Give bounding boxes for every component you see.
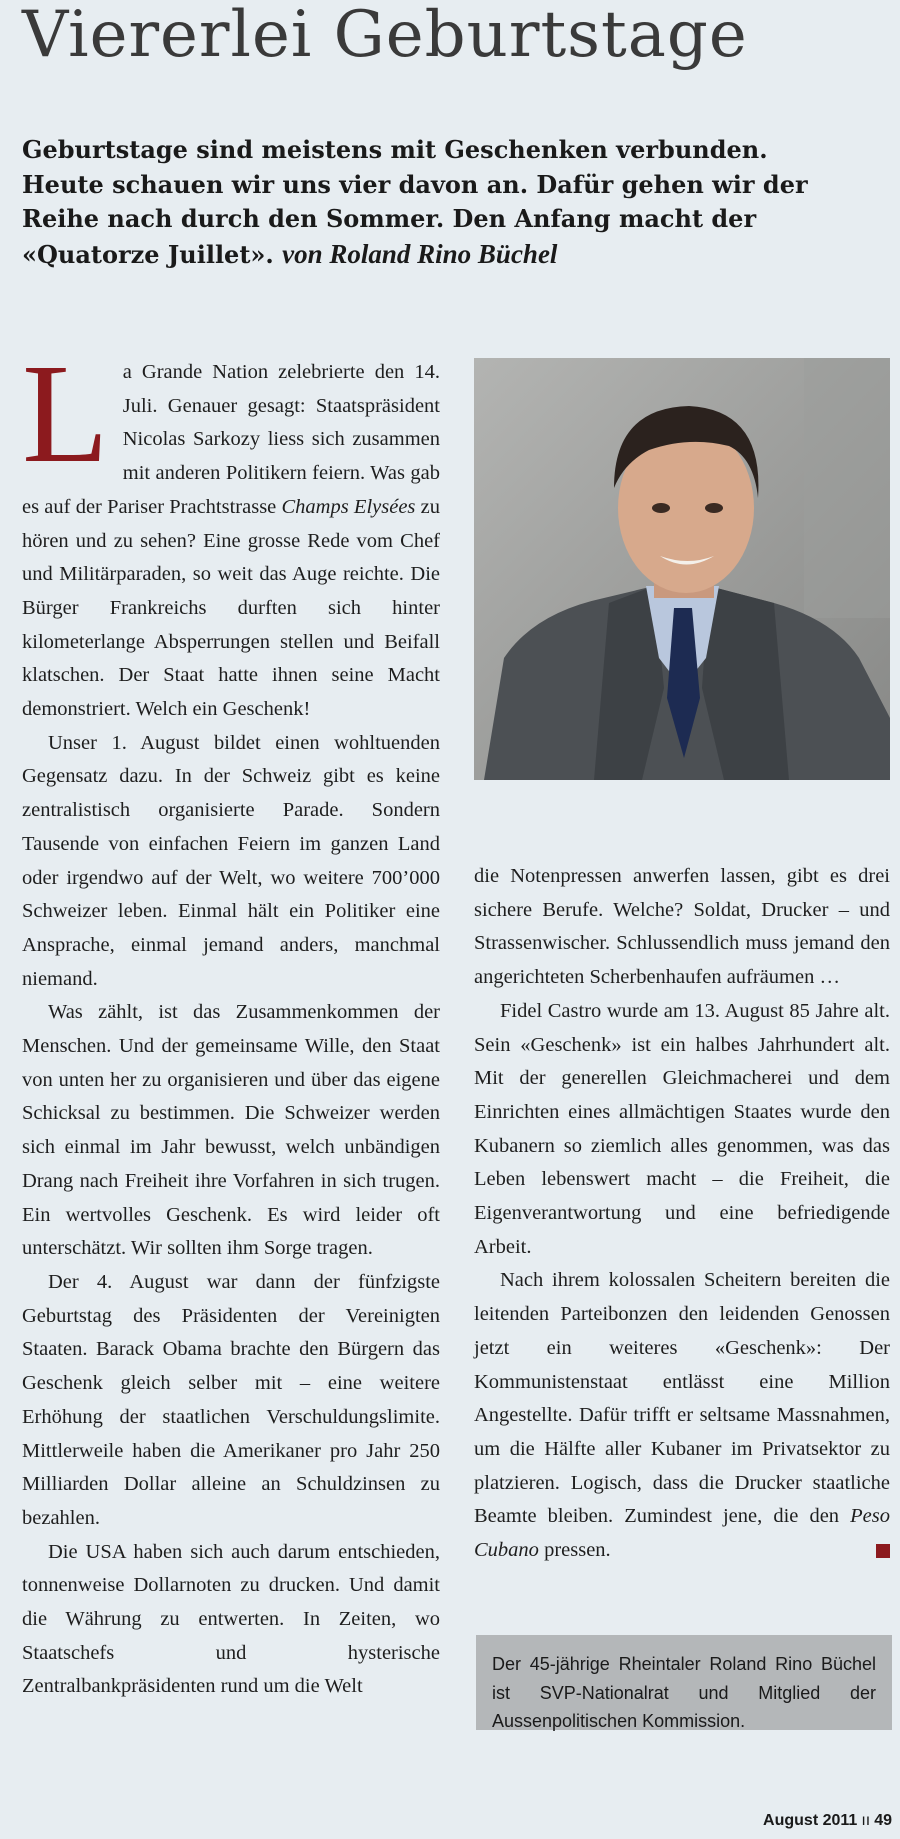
- text-column-right: [474, 860, 890, 1568]
- lead-text: Geburtstage sind meistens mit Geschenken verbunden. Heute schauen wir uns vier davon an. Dafür gehen wir der Reihe nach durch den Sommer. Den Anfang macht der «Quatorze Juillet».: [22, 135, 808, 269]
- paragraph-4: Der 4. August war dann der fünfzigste Geburtstag des Präsidenten der Vereinigten Staaten. Barack Obama brachte den Bürgern das Geschenk gleich selber mit – eine weitere Erhöhung der staatlichen Verschuldungslimite. Mittlerweile haben die Amerikaner pro Jahr 250 Milliarden Dollar alleine an Schuldzinsen zu bezahlen.: [22, 1270, 440, 1529]
- paragraph-5: Die USA haben sich auch darum entschieden, tonnenweise Dollarnoten zu drucken. Und damit die Währung zu entwerten. In Zeiten, wo Staatschefs und hysterische Zentralbankpräsidenten rund um die Welt: [22, 1540, 440, 1698]
- page-footer: [763, 1812, 892, 1830]
- emphasis-text: Peso Cubano: [474, 1505, 890, 1562]
- portrait-illustration: [474, 358, 890, 780]
- paragraph-text: pressen.: [538, 1539, 611, 1562]
- paragraph-7: Fidel Castro wurde am 13. August 85 Jahre alt. Sein «Geschenk» ist ein halbes Jahrhundert alt. Mit der generellen Gleichmacherei und dem Einrichten eines allmächtigen Staates wurde den Kubanern so ziemlich alles genommen, was das Leben lebenswert macht – die Freiheit, die Eigenverantwortung und eine befriedigende Arbeit.: [474, 999, 890, 1258]
- end-mark: [876, 1544, 890, 1558]
- drop-cap: L: [22, 334, 109, 492]
- paragraph-text: zu hören und zu sehen? Eine grosse Rede vom Chef und Militärparaden, so weit das Auge reichte. Die Bürger Frankreichs durften sich hinter kilometerlange Absperrungen stellen und Beifall klatschen. Der Staat hatte ihnen seine Macht demonstriert. Welch ein Geschenk!: [22, 495, 440, 721]
- paragraph-1: [22, 334, 440, 727]
- author-bio-box: Der 45-jährige Rheintaler Roland Rino Büchel ist SVP-Nationalrat und Mitglied der Aussenpolitischen Kommission.: [476, 1635, 892, 1730]
- paragraph-8: [474, 1264, 890, 1567]
- paragraph-3: Was zählt, ist das Zusammenkommen der Menschen. Und der gemeinsame Wille, den Staat von unten her zu organisieren und über das eigene Schicksal zu bestimmen. Die Schweizer werden sich einmal im Jahr bewusst, welch unbändigen Drang nach Freiheit ihre Vorfahren in sich trugen. Ein wertvolles Geschenk. Es wird leider oft unterschätzt. Wir sollten ihm Sorge tragen.: [22, 1001, 440, 1260]
- paragraph-text: Nach ihrem kolossalen Scheitern bereiten die leitenden Parteibonzen den leidenden Genossen jetzt ein weiteres «Geschenk»: Der Kommunistenstaat entlässt eine Million Angestellte. Dafür trifft er seltsame Massnahmen, um die Hälfte aller Kubaner im Privatsektor zu platzieren. Logisch, dass die Drucker staatliche Beamte bleiben. Zumindest jene, die den: [474, 1269, 890, 1528]
- issue-date: August 2011: [763, 1812, 858, 1829]
- article-title: Viererlei Geburtstage: [22, 0, 748, 72]
- footer-separator: ıı: [861, 1812, 871, 1829]
- emphasis-text: Champs Elysées: [281, 495, 416, 518]
- page-number: 49: [874, 1812, 892, 1829]
- paragraph-2: Unser 1. August bildet einen wohltuenden Gegensatz dazu. In der Schweiz gibt es keine zentralistisch organisierte Parade. Sondern Tausende von einfachen Feiern im ganzen Land oder irgendwo auf der Welt, wo weitere 700’000 Schweizer leben. Einmal hält ein Politiker eine Ansprache, einmal jemand anders, manchmal niemand.: [22, 731, 440, 990]
- author-byline: von Roland Rino Büchel: [282, 238, 558, 269]
- article-lead: [22, 133, 822, 272]
- author-portrait-photo: [474, 358, 890, 780]
- paragraph-6: die Notenpressen anwerfen lassen, gibt es drei sichere Berufe. Welche? Soldat, Drucker – und Strassenwischer. Schlussendlich muss jemand den angerichteten Scherbenhaufen aufräumen …: [474, 865, 890, 989]
- text-column-left: [22, 334, 440, 1704]
- paragraph-text: a Grande Nation zelebrierte den 14. Juli. Genauer gesagt: Staatspräsident Nicolas Sarkozy liess sich zusammen mit anderen Politikern feiern. Was gab es auf der Pariser Prachtstrasse: [22, 361, 440, 518]
